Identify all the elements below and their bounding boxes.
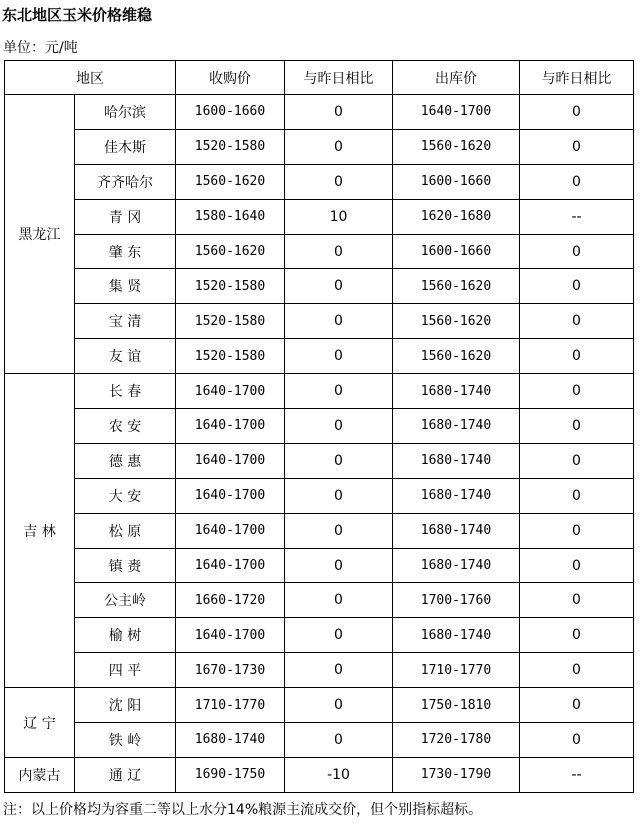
outbound-price-cell: 1680-1740 [393, 443, 520, 478]
outbound-price-cell: 1680-1740 [393, 374, 520, 409]
city-cell: 农 安 [75, 409, 176, 444]
city-cell: 肇 东 [75, 234, 176, 269]
outbound-price-cell: 1680-1740 [393, 618, 520, 653]
purchase-price-cell: 1710-1770 [176, 688, 285, 723]
table-row [5, 478, 634, 513]
outbound-change-cell: 0 [520, 618, 634, 653]
outbound-price-cell: 1680-1740 [393, 478, 520, 513]
outbound-change-cell: 0 [520, 95, 634, 130]
header-purchase-price: 收购价 [176, 61, 285, 95]
outbound-price-cell: 1720-1780 [393, 723, 520, 758]
table-body [5, 95, 634, 793]
table-row [5, 723, 634, 758]
purchase-change-cell: 0 [285, 548, 393, 583]
city-cell: 镇 赉 [75, 548, 176, 583]
outbound-price-cell: 1620-1680 [393, 199, 520, 234]
city-cell: 友 谊 [75, 339, 176, 374]
outbound-change-cell: -- [520, 757, 634, 792]
city-cell: 青 冈 [75, 199, 176, 234]
purchase-change-cell: 10 [285, 199, 393, 234]
purchase-change-cell: 0 [285, 583, 393, 618]
purchase-change-cell: 0 [285, 688, 393, 723]
purchase-price-cell: 1640-1700 [176, 478, 285, 513]
purchase-price-cell: 1640-1700 [176, 548, 285, 583]
purchase-change-cell: 0 [285, 618, 393, 653]
outbound-change-cell: 0 [520, 723, 634, 758]
outbound-price-cell: 1700-1760 [393, 583, 520, 618]
table-row [5, 304, 634, 339]
outbound-change-cell: 0 [520, 513, 634, 548]
outbound-change-cell: 0 [520, 269, 634, 304]
table-row [5, 164, 634, 199]
purchase-change-cell: 0 [285, 374, 393, 409]
purchase-change-cell: 0 [285, 339, 393, 374]
outbound-price-cell: 1680-1740 [393, 548, 520, 583]
city-cell: 大 安 [75, 478, 176, 513]
purchase-change-cell: 0 [285, 478, 393, 513]
province-cell: 黑龙江 [5, 95, 75, 374]
outbound-change-cell: 0 [520, 583, 634, 618]
table-row [5, 269, 634, 304]
purchase-price-cell: 1640-1700 [176, 618, 285, 653]
purchase-price-cell: 1660-1720 [176, 583, 285, 618]
table-row [5, 618, 634, 653]
outbound-change-cell: 0 [520, 688, 634, 723]
city-cell: 沈 阳 [75, 688, 176, 723]
outbound-price-cell: 1680-1740 [393, 513, 520, 548]
purchase-price-cell: 1520-1580 [176, 339, 285, 374]
footnote: 注：以上价格均为容重二等以上水分14%粮源主流成交价，但个别指标超标。 [3, 802, 483, 818]
purchase-price-cell: 1560-1620 [176, 164, 285, 199]
purchase-change-cell: 0 [285, 234, 393, 269]
purchase-price-cell: 1690-1750 [176, 757, 285, 792]
page-title: 东北地区玉米价格维稳 [2, 6, 153, 24]
table-row [5, 548, 634, 583]
city-cell: 长 春 [75, 374, 176, 409]
table-row [5, 409, 634, 444]
table-row [5, 583, 634, 618]
outbound-price-cell: 1560-1620 [393, 269, 520, 304]
price-table [4, 60, 634, 793]
city-cell: 集 贤 [75, 269, 176, 304]
purchase-price-cell: 1640-1700 [176, 513, 285, 548]
purchase-price-cell: 1520-1580 [176, 269, 285, 304]
table-row [5, 129, 634, 164]
purchase-change-cell: 0 [285, 443, 393, 478]
outbound-change-cell: 0 [520, 164, 634, 199]
purchase-price-cell: 1640-1700 [176, 374, 285, 409]
city-cell: 哈尔滨 [75, 95, 176, 130]
city-cell: 四 平 [75, 653, 176, 688]
city-cell: 佳木斯 [75, 129, 176, 164]
purchase-change-cell: 0 [285, 129, 393, 164]
header-outbound-change: 与昨日相比 [520, 61, 634, 95]
purchase-change-cell: -10 [285, 757, 393, 792]
outbound-price-cell: 1600-1660 [393, 234, 520, 269]
table-row [5, 513, 634, 548]
table-row [5, 688, 634, 723]
outbound-price-cell: 1730-1790 [393, 757, 520, 792]
table-row [5, 757, 634, 792]
purchase-price-cell: 1680-1740 [176, 723, 285, 758]
table-row [5, 95, 634, 130]
purchase-price-cell: 1520-1580 [176, 304, 285, 339]
city-cell: 宝 清 [75, 304, 176, 339]
purchase-price-cell: 1520-1580 [176, 129, 285, 164]
city-cell: 通 辽 [75, 757, 176, 792]
table-row [5, 443, 634, 478]
purchase-price-cell: 1560-1620 [176, 234, 285, 269]
province-cell: 内蒙古 [5, 757, 75, 792]
province-cell: 辽 宁 [5, 688, 75, 758]
outbound-change-cell: 0 [520, 234, 634, 269]
purchase-price-cell: 1600-1660 [176, 95, 285, 130]
table-row [5, 374, 634, 409]
purchase-price-cell: 1640-1700 [176, 443, 285, 478]
purchase-change-cell: 0 [285, 723, 393, 758]
table-header-row [5, 61, 634, 95]
purchase-change-cell: 0 [285, 269, 393, 304]
outbound-change-cell: 0 [520, 443, 634, 478]
outbound-change-cell: 0 [520, 304, 634, 339]
header-region: 地区 [5, 61, 176, 95]
outbound-price-cell: 1750-1810 [393, 688, 520, 723]
outbound-change-cell: 0 [520, 339, 634, 374]
outbound-change-cell: 0 [520, 409, 634, 444]
outbound-price-cell: 1560-1620 [393, 339, 520, 374]
table-row [5, 199, 634, 234]
outbound-change-cell: 0 [520, 653, 634, 688]
outbound-price-cell: 1560-1620 [393, 304, 520, 339]
purchase-change-cell: 0 [285, 164, 393, 199]
outbound-price-cell: 1640-1700 [393, 95, 520, 130]
city-cell: 铁 岭 [75, 723, 176, 758]
outbound-price-cell: 1710-1770 [393, 653, 520, 688]
city-cell: 齐齐哈尔 [75, 164, 176, 199]
outbound-change-cell: 0 [520, 129, 634, 164]
outbound-change-cell: 0 [520, 374, 634, 409]
outbound-change-cell: 0 [520, 478, 634, 513]
province-cell: 吉 林 [5, 374, 75, 688]
table-row [5, 653, 634, 688]
outbound-price-cell: 1600-1660 [393, 164, 520, 199]
purchase-change-cell: 0 [285, 304, 393, 339]
purchase-price-cell: 1670-1730 [176, 653, 285, 688]
table-row [5, 234, 634, 269]
unit-label: 单位：元/吨 [3, 40, 78, 56]
purchase-change-cell: 0 [285, 409, 393, 444]
city-cell: 公主岭 [75, 583, 176, 618]
outbound-change-cell: 0 [520, 548, 634, 583]
city-cell: 松 原 [75, 513, 176, 548]
purchase-price-cell: 1640-1700 [176, 409, 285, 444]
outbound-price-cell: 1560-1620 [393, 129, 520, 164]
outbound-price-cell: 1680-1740 [393, 409, 520, 444]
table-row [5, 339, 634, 374]
outbound-change-cell: -- [520, 199, 634, 234]
purchase-change-cell: 0 [285, 95, 393, 130]
header-outbound-price: 出库价 [393, 61, 520, 95]
purchase-change-cell: 0 [285, 653, 393, 688]
purchase-change-cell: 0 [285, 513, 393, 548]
city-cell: 德 惠 [75, 443, 176, 478]
purchase-price-cell: 1580-1640 [176, 199, 285, 234]
header-purchase-change: 与昨日相比 [285, 61, 393, 95]
city-cell: 榆 树 [75, 618, 176, 653]
